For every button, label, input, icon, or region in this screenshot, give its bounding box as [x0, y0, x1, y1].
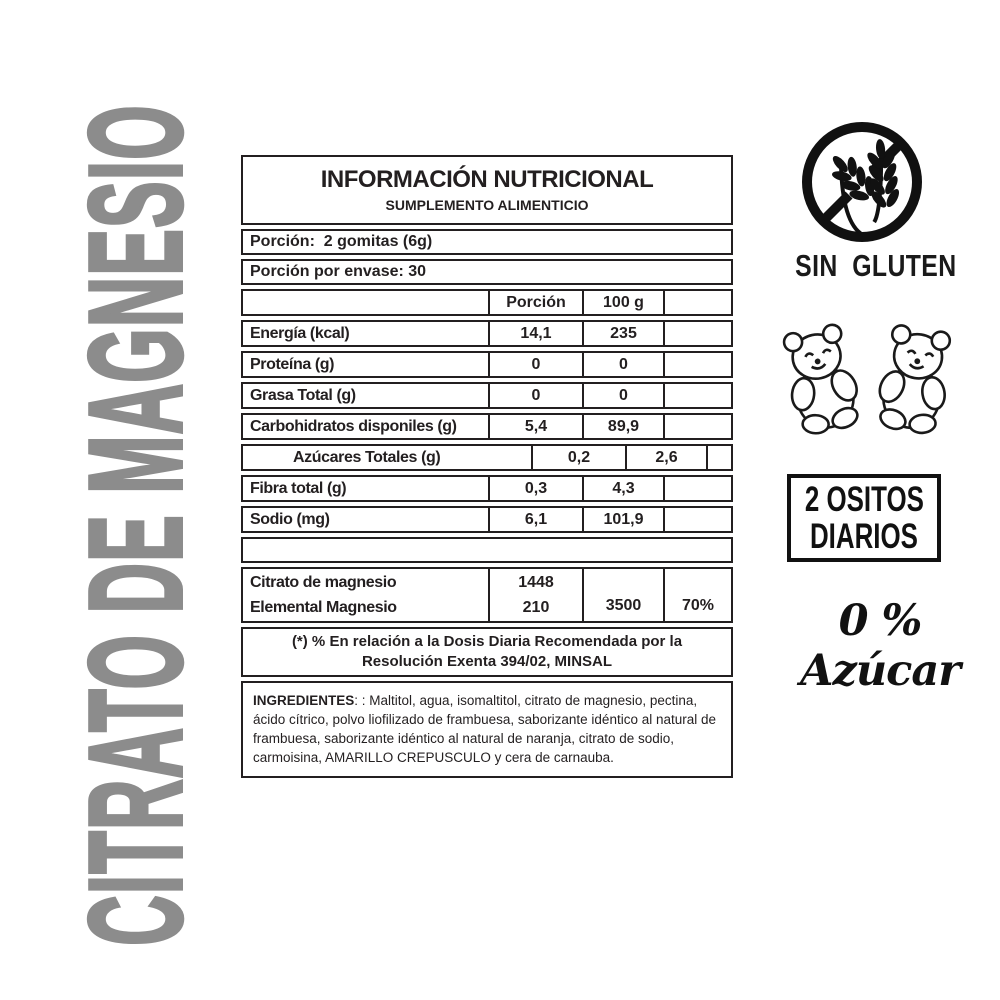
panel-subtitle: SUMPLEMENTO ALIMENTICIO	[385, 197, 589, 213]
row-dv-cell	[663, 415, 731, 438]
mineral-dv-value: 70%	[681, 597, 715, 614]
footnote-box	[241, 627, 733, 677]
table-row-proteina	[241, 351, 733, 378]
header-dv-cell	[663, 291, 731, 314]
row-dv-cell	[706, 446, 731, 469]
row-portion-value: 0,3	[488, 477, 582, 500]
portion-line	[241, 229, 733, 255]
nutrition-panel	[241, 155, 733, 778]
column-header-row	[241, 289, 733, 316]
row-label: Azúcares Totales (g)	[293, 448, 441, 466]
panel-title: INFORMACIÓN NUTRICIONAL	[320, 166, 654, 193]
ingredients-label: INGREDIENTES	[253, 693, 355, 708]
row-portion-value: 6,1	[488, 508, 582, 531]
per-container-line	[241, 259, 733, 285]
product-name-text: CITRATO DE MAGNESIO	[61, 104, 209, 946]
table-row-azucares	[241, 444, 733, 471]
crossed-wheat-icon	[797, 117, 927, 247]
row-portion-value: 5,4	[488, 415, 582, 438]
table-row-fibra	[241, 475, 733, 502]
portion-line-text: Porción: 2 gomitas (6g)	[250, 233, 433, 250]
row-100g-value: 2,6	[625, 446, 706, 469]
row-100g-value: 0	[582, 353, 663, 376]
badge-line2: DIARIOS	[810, 517, 918, 556]
row-100g-value: 4,3	[582, 477, 663, 500]
gluten-free-text: SIN GLUTEN	[795, 248, 957, 283]
row-100g-value: 235	[582, 322, 663, 345]
row-100g-value: 89,9	[582, 415, 663, 438]
row-dv-cell	[663, 384, 731, 407]
row-label: Sodio (mg)	[250, 510, 330, 528]
header-portion-cell: Porción	[488, 291, 582, 314]
table-row-carbohidratos	[241, 413, 733, 440]
mineral-labels	[243, 569, 488, 621]
mineral-label-elemental: Elemental Magnesio	[250, 599, 397, 616]
header-label-cell	[243, 291, 488, 314]
ingredients-text: : : Maltitol, agua, isomaltitol, citrato de magnesio, pectina, ácido cítrico, polvo liofilizado de frambuesa, saborizante idéntico al natural de frambuesa, saborizante idéntico al natural de naranja, citrato de sodio, carmoisina, AMARILLO CREPUSCULO y cera de carnauba.	[253, 693, 717, 766]
row-dv-cell	[663, 477, 731, 500]
table-row-sodio	[241, 506, 733, 533]
mineral-portion-citrato: 1448	[518, 574, 554, 591]
row-dv-cell	[663, 353, 731, 376]
per-container-text: Porción por envase: 30	[250, 263, 427, 280]
row-label: Proteína (g)	[250, 355, 335, 373]
product-name-vertical	[61, 104, 209, 946]
row-label: Energía (kcal)	[250, 324, 350, 342]
daily-bears-badge	[787, 474, 941, 562]
mineral-label-citrato: Citrato de magnesio	[250, 574, 397, 591]
row-dv-cell	[663, 322, 731, 345]
row-label: Grasa Total (g)	[250, 386, 356, 404]
badge-line1: 2 OSITOS	[804, 480, 924, 519]
table-row-grasa	[241, 382, 733, 409]
mineral-100g-cell	[582, 569, 663, 621]
mineral-portion-elemental: 210	[522, 599, 550, 616]
row-label: Fibra total (g)	[250, 479, 347, 497]
row-label: Carbohidratos disponiles (g)	[250, 417, 457, 435]
row-portion-value: 0	[488, 353, 582, 376]
row-dv-cell	[663, 508, 731, 531]
footnote-line1: (*) % En relación a la Dosis Diaria Recomendada por la	[291, 632, 683, 650]
row-100g-value: 0	[582, 384, 663, 407]
footnote-line2: Resolución Exenta 394/02, MINSAL	[361, 653, 613, 670]
mineral-portion-values	[488, 569, 582, 621]
sugar-free-script: 0 % Azúcar	[800, 596, 960, 696]
gluten-free-label	[775, 248, 957, 284]
row-portion-value: 14,1	[488, 322, 582, 345]
header-100g-cell: 100 g	[582, 291, 663, 314]
row-100g-value: 101,9	[582, 508, 663, 531]
ingredients-box	[241, 681, 733, 778]
spacer-row	[241, 537, 733, 563]
table-row-energia	[241, 320, 733, 347]
panel-title-box	[241, 155, 733, 225]
gummy-bears-icon	[776, 318, 960, 446]
row-portion-value: 0,2	[531, 446, 625, 469]
mineral-dv-cell	[663, 569, 731, 621]
table-row-magnesio	[241, 567, 733, 623]
row-portion-value: 0	[488, 384, 582, 407]
mineral-100g-value: 3500	[605, 597, 642, 614]
